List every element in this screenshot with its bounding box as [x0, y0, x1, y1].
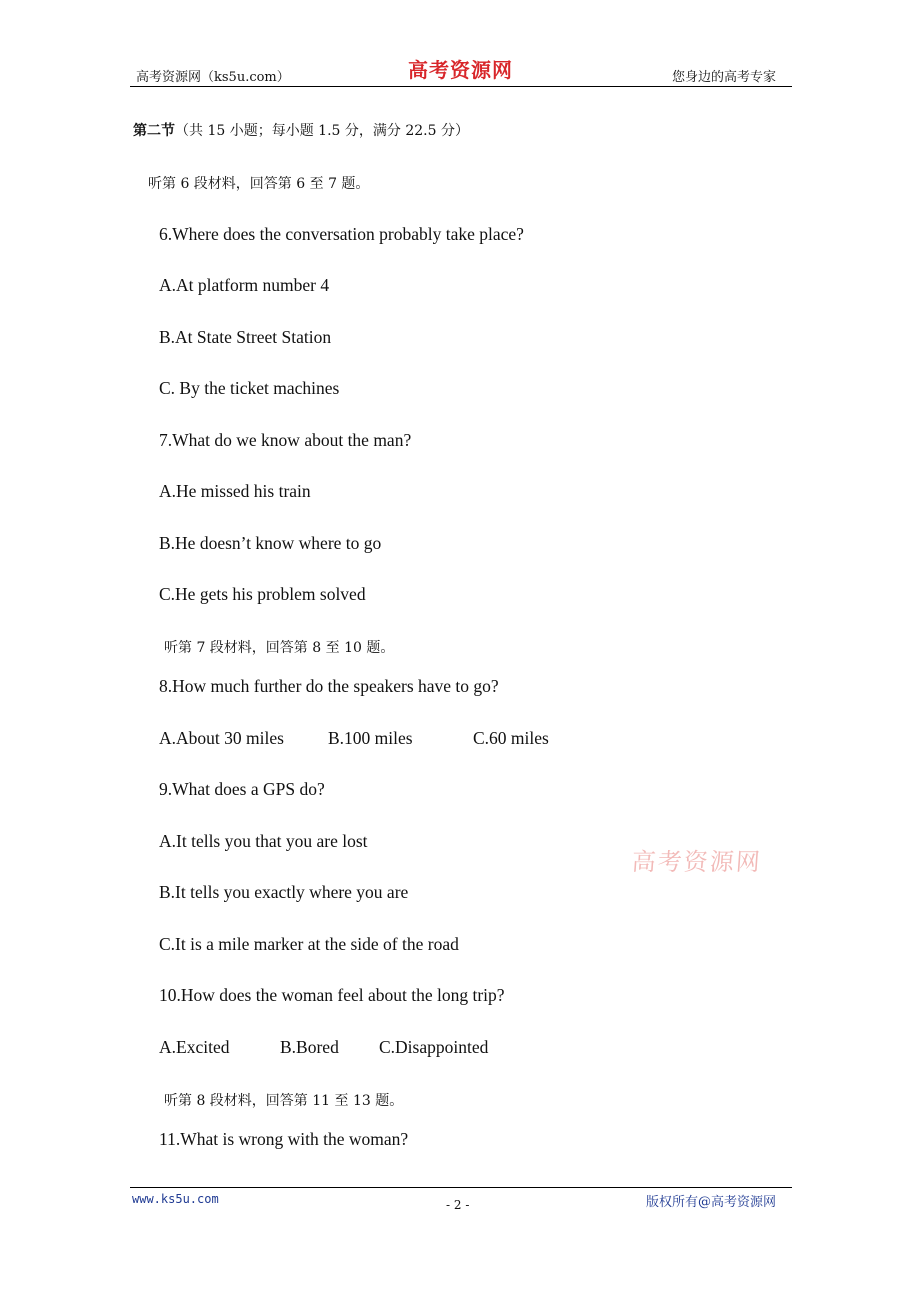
option-9b: B.It tells you exactly where you are [159, 882, 409, 902]
footer-url-link[interactable]: www.ks5u.com [132, 1192, 219, 1206]
option-9c: C.It is a mile marker at the side of the road [159, 934, 459, 954]
option-6c: C. By the ticket machines [159, 378, 340, 398]
watermark: 高考资源网 [630, 848, 763, 876]
question-7: 7.What do we know about the man? [159, 430, 412, 450]
option-6b: B.At State Street Station [159, 327, 332, 347]
question-10: 10.How does the woman feel about the long trip? [159, 985, 505, 1005]
question-6: 6.Where does the conversation probably take place? [159, 224, 524, 244]
section-title: 第二节 [133, 123, 175, 139]
option-8b: B.100 miles [328, 728, 413, 748]
option-8c: C.60 miles [473, 728, 549, 748]
option-10c: C.Disappointed [379, 1037, 489, 1057]
instruction-6: 听第 6 段材料，回答第 6 至 7 题。 [148, 176, 370, 192]
option-6a: A.At platform number 4 [159, 275, 330, 295]
page-number: - 2 - [446, 1198, 470, 1212]
header-slogan: 您身边的高考专家 [672, 70, 777, 85]
question-8: 8.How much further do the speakers have to go? [159, 676, 499, 696]
option-7c: C.He gets his problem solved [159, 584, 366, 604]
header-site-name: 高考资源网（ks5u.com） [136, 70, 290, 85]
option-10a: A.Excited [159, 1037, 230, 1057]
question-11: 11.What is wrong with the woman? [159, 1129, 409, 1149]
footer-rule [130, 1187, 792, 1188]
instruction-8: 听第 8 段材料，回答第 11 至 13 题。 [164, 1093, 404, 1109]
option-8a: A.About 30 miles [159, 728, 284, 748]
option-7a: A.He missed his train [159, 481, 311, 501]
option-10b: B.Bored [280, 1037, 339, 1057]
header-rule [130, 86, 792, 87]
option-9a: A.It tells you that you are lost [159, 831, 368, 851]
section-note: （共 15 小题；每小题 1.5 分，满分 22.5 分） [175, 123, 469, 139]
footer-copyright: 版权所有@高考资源网 [646, 1195, 777, 1210]
instruction-7: 听第 7 段材料，回答第 8 至 10 题。 [164, 640, 395, 656]
section-heading [133, 120, 469, 140]
option-7b: B.He doesn’t know where to go [159, 533, 382, 553]
header-logo: 高考资源网 [408, 58, 513, 82]
question-9: 9.What does a GPS do? [159, 779, 325, 799]
